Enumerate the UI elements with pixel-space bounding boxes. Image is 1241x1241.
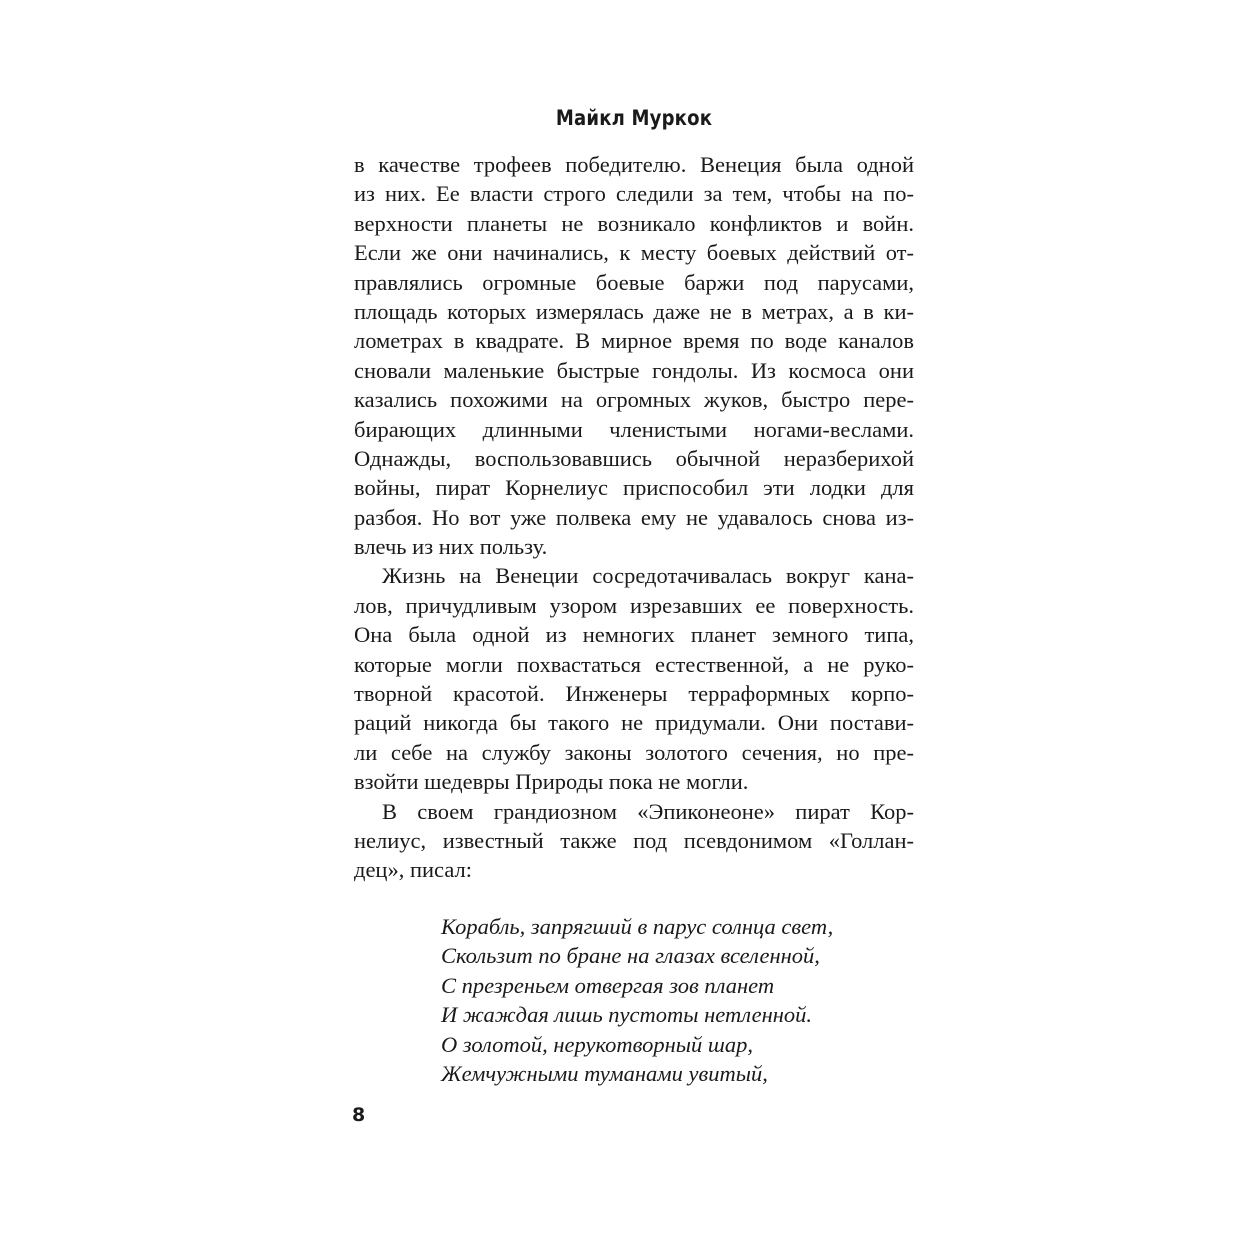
- text-line: площадь которых измерялась даже не в метрах, а в ки-: [354, 298, 914, 324]
- text-line: правлялись огромные боевые баржи под парусами,: [354, 269, 914, 295]
- running-head: Майкл Муркок: [555, 106, 713, 130]
- text-line: лометрах в квадрате. В мирное время по воде каналов: [354, 328, 914, 354]
- verse-line: И жаждая лишь пустоты нетленной.: [441, 1002, 813, 1028]
- paragraph: [354, 150, 914, 561]
- page-number: 8: [352, 1104, 366, 1126]
- text-line: взойти шедевры Природы пока не могли.: [354, 769, 749, 795]
- verse-line: О золотой, нерукотворный шар,: [441, 1031, 753, 1057]
- text-line: верхности планеты не возникало конфликтов и войн.: [354, 210, 914, 236]
- text-line: лов, причудливым узором изрезавших ее поверхность.: [354, 592, 914, 618]
- text-line: Однажды, воспользовавшись обычной неразберихой: [354, 445, 914, 471]
- text-line: нелиус, известный также под псевдонимом «Голлан-: [354, 827, 914, 853]
- body-text: [354, 150, 914, 885]
- paragraph: [354, 561, 914, 796]
- text-line: ли себе на службу законы золотого сечения, но пре-: [354, 739, 914, 765]
- text-line: сновали маленькие быстрые гондолы. Из космоса они: [354, 357, 914, 383]
- text-line: разбоя. Но вот уже полвека ему не удавалось снова из-: [354, 504, 914, 530]
- text-line: Жизнь на Венеции сосредотачивалась вокруг кана-: [382, 563, 914, 589]
- text-line: которые могли похвастаться естественной, а не руко-: [354, 651, 914, 677]
- text-line: Если же они начинались, к месту боевых действий от-: [354, 240, 914, 266]
- verse-line: Корабль, запрягший в парус солнца свет,: [441, 914, 834, 939]
- verse-quote: [441, 912, 833, 1088]
- paragraph: [354, 797, 914, 885]
- verse-line: Жемчужными туманами увитый,: [441, 1060, 768, 1086]
- text-line: в качестве трофеев победителю. Венеция была одной: [354, 152, 914, 177]
- text-line: В своем грандиозном «Эпиконеоне» пират Кор-: [382, 798, 914, 824]
- text-line: влечь из них пользу.: [354, 534, 548, 560]
- text-line: творной красотой. Инженеры терраформных корпо-: [354, 681, 914, 707]
- text-line: дец», писал:: [354, 857, 472, 883]
- verse-line: Скользит по бране на глазах вселенной,: [441, 943, 820, 969]
- text-line: Она была одной из немногих планет земного типа,: [354, 622, 914, 648]
- text-line: раций никогда бы такого не придумали. Они постави-: [354, 710, 914, 736]
- text-line: войны, пират Корнелиус приспособил эти лодки для: [354, 475, 914, 501]
- verse-line: С презреньем отвергая зов планет: [441, 972, 775, 998]
- text-line: из них. Ее власти строго следили за тем, чтобы на по-: [354, 181, 914, 207]
- text-line: бирающих длинными членистыми ногами-веслами.: [354, 416, 914, 442]
- text-line: казались похожими на огромных жуков, быстро пере-: [354, 387, 914, 413]
